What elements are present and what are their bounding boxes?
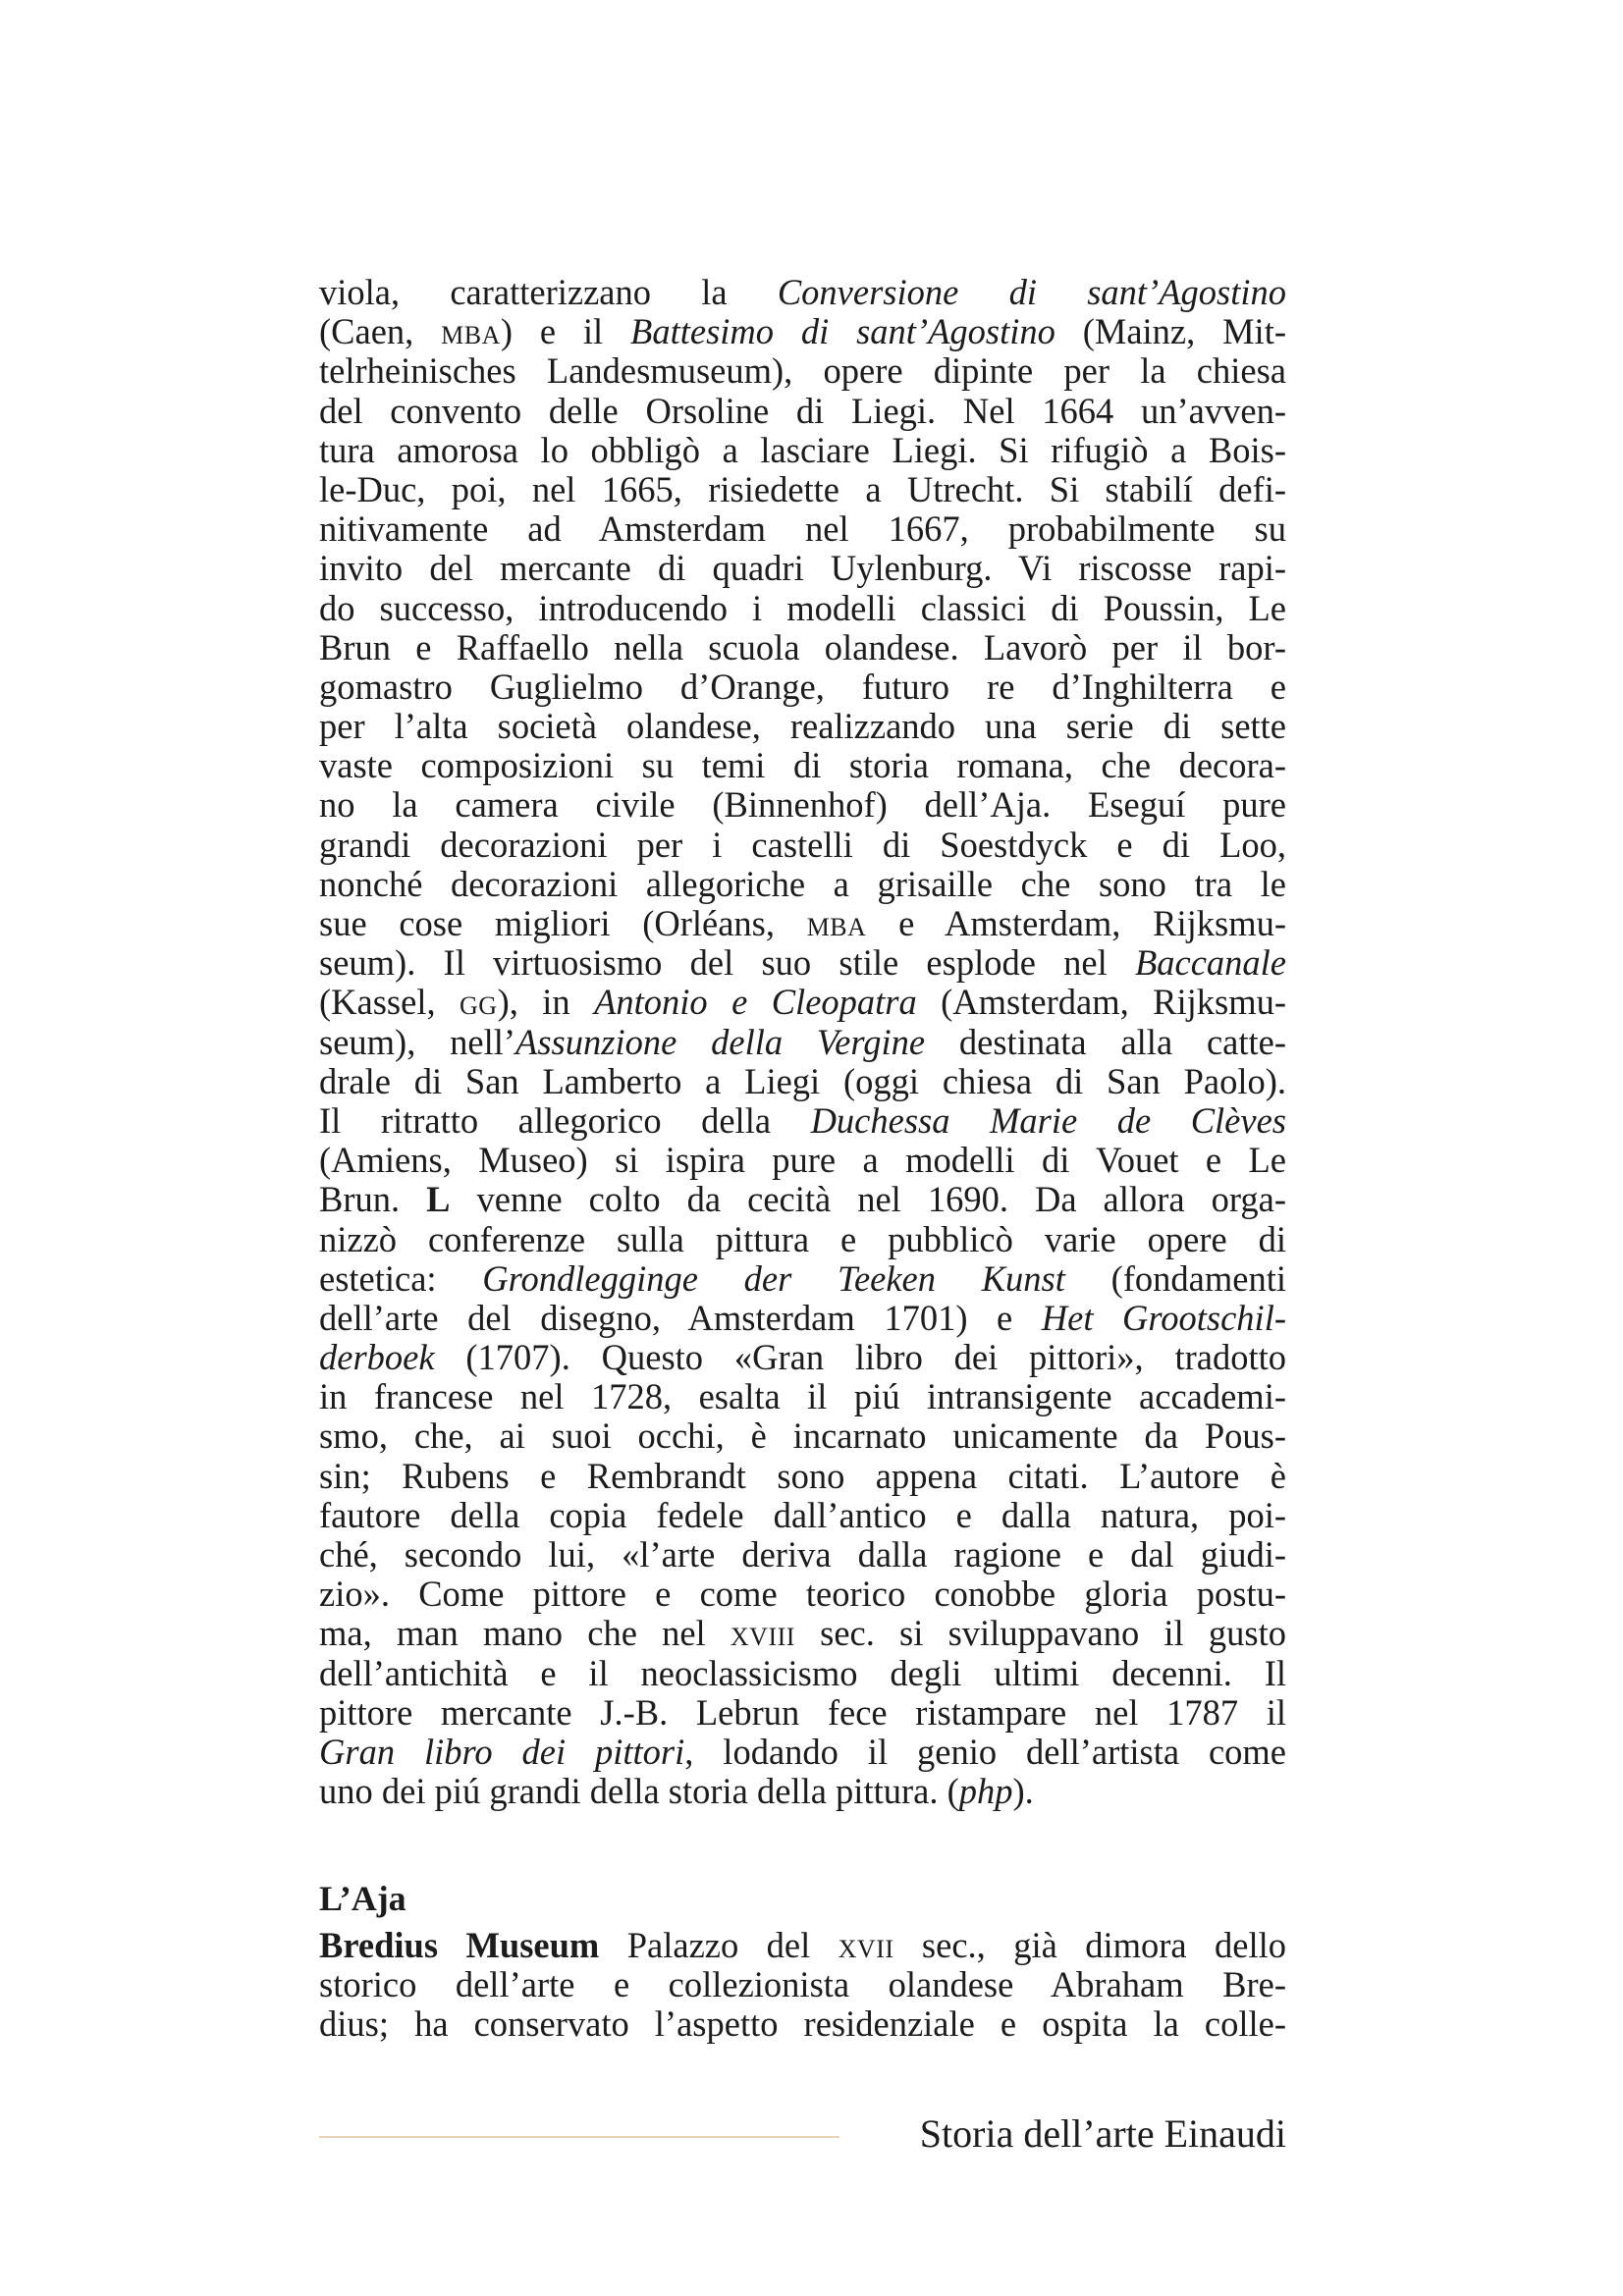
- text-run: , lodando il genio dell’artista come: [684, 1732, 1286, 1772]
- text-run: storico dell’arte e collezionista olandese Abraham Bre-: [319, 1965, 1286, 2005]
- text-run: e Amsterdam, Rijksmu-: [866, 904, 1286, 943]
- text-line: [319, 1101, 1286, 1141]
- text-line: [319, 904, 1286, 943]
- text-line: [319, 1965, 1286, 2004]
- text-run: tura amorosa lo obbligò a lasciare Liegi. Si rifugiò a Bois-: [319, 430, 1286, 470]
- text-run: Brun e Raffaello nella scuola olandese. Lavorò per il bor-: [319, 627, 1286, 667]
- text-line: [319, 549, 1286, 588]
- text-run: drale di San Lamberto a Liegi (oggi chiesa di San Paolo).: [319, 1061, 1286, 1101]
- italic-title: Battesimo di sant’Agostino: [630, 312, 1055, 352]
- text-run: uno dei piú grandi della storia della pittura. (: [319, 1772, 959, 1812]
- italic-title: Antonio e Cleopatra: [594, 983, 917, 1023]
- italic-title: Duchessa Marie de Clèves: [810, 1100, 1286, 1141]
- text-line: [319, 392, 1286, 431]
- small-caps-abbr: xviii: [730, 1614, 795, 1654]
- text-line: [319, 826, 1286, 865]
- text-run: sec., già dimora dello: [893, 1926, 1286, 1965]
- text-run: destinata alla catte-: [925, 1022, 1286, 1062]
- italic-title: Gran libro dei pittori: [319, 1732, 685, 1772]
- italic-title: Conversione di sant’Agostino: [777, 273, 1286, 312]
- italic-title: Het Grootschil-: [1041, 1298, 1286, 1338]
- footer-title: Storia dell’arte Einaudi: [919, 2111, 1286, 2156]
- small-caps-abbr: xvii: [838, 1926, 894, 1965]
- text-line: [319, 983, 1286, 1022]
- text-line: [319, 707, 1286, 746]
- text-run: dell’antichità e il neoclassicismo degli ultimi decenni. Il: [319, 1653, 1286, 1693]
- footer-rule: [319, 2136, 839, 2138]
- text-line: [319, 1614, 1286, 1653]
- text-line: [319, 1535, 1286, 1575]
- text-run: seum), nell’: [319, 1022, 516, 1062]
- text-run: Palazzo del: [599, 1926, 839, 1965]
- text-line: [319, 865, 1286, 904]
- text-line: [319, 1457, 1286, 1496]
- text-line: [319, 746, 1286, 785]
- text-line: [319, 785, 1286, 825]
- text-line: [319, 312, 1286, 351]
- text-run: telrheinisches Landesmuseum), opere dipinte per la chiesa: [319, 351, 1286, 392]
- text-line: [319, 2004, 1286, 2044]
- text-line: [319, 589, 1286, 628]
- text-line: [319, 628, 1286, 667]
- italic-title: Baccanale: [1134, 943, 1286, 984]
- text-line: [319, 1926, 1286, 1965]
- text-line: [319, 1141, 1286, 1180]
- text-run: sin; Rubens e Rembrandt sono appena citati. L’autore è: [319, 1456, 1286, 1496]
- text-run: ), in: [497, 983, 595, 1023]
- text-line: [319, 1023, 1286, 1062]
- italic-title: derboek: [319, 1338, 435, 1378]
- small-caps-abbr: gg: [460, 983, 498, 1023]
- text-line: [319, 1416, 1286, 1456]
- text-run: in francese nel 1728, esalta il piú intransigente accademi-: [319, 1377, 1286, 1417]
- text-run: del convento delle Orsoline di Liegi. Nel 1664 un’avven-: [319, 391, 1286, 431]
- text-run: (1707). Questo «Gran libro dei pittori», tradotto: [434, 1338, 1286, 1378]
- text-run: per l’alta società olandese, realizzando una serie di sette: [319, 707, 1286, 747]
- text-line: [319, 351, 1286, 391]
- text-run: le-Duc, poi, nel 1665, risiedette a Utrecht. Si stabilí defi-: [319, 469, 1286, 509]
- italic-title: Grondlegginge der Teeken Kunst: [482, 1258, 1065, 1299]
- small-caps-abbr: mba: [806, 904, 867, 943]
- bold-term: L: [426, 1180, 451, 1220]
- text-line: [319, 1062, 1286, 1101]
- text-run: nizzò conferenze sulla pittura e pubblicò varie opere di: [319, 1219, 1286, 1259]
- text-run: smo, che, ai suoi occhi, è incarnato unicamente da Pous-: [319, 1416, 1286, 1457]
- text-run: (Kassel,: [319, 983, 460, 1023]
- text-run: (Caen,: [319, 312, 442, 352]
- text-run: seum). Il virtuosismo del suo stile esplode nel: [319, 943, 1135, 984]
- text-line: [319, 1338, 1286, 1377]
- text-line: [319, 1693, 1286, 1733]
- text-run: dius; ha conservato l’aspetto residenziale e ospita la colle-: [319, 2004, 1286, 2045]
- text-run: fautore della copia fedele dall’antico e dalla natura, poi-: [319, 1495, 1286, 1535]
- text-line: [319, 273, 1286, 312]
- text-run: sec. si sviluppavano il gusto: [794, 1614, 1286, 1654]
- text-line: [319, 470, 1286, 509]
- text-line: [319, 431, 1286, 470]
- text-line: [319, 943, 1286, 983]
- text-line: [319, 1575, 1286, 1614]
- italic-title: Assunzione della Vergine: [515, 1022, 926, 1062]
- text-run: grandi decorazioni per i castelli di Soestdyck e di Loo,: [319, 825, 1286, 865]
- text-run: (Amsterdam, Rijksmu-: [916, 983, 1286, 1023]
- text-run: venne colto da cecità nel 1690. Da allora orga-: [450, 1180, 1286, 1220]
- text-run: ) e il: [500, 312, 631, 352]
- body-text: [319, 273, 1286, 1811]
- text-line: [319, 1654, 1286, 1693]
- text-run: (Amiens, Museo) si ispira pure a modelli di Vouet e Le: [319, 1141, 1286, 1181]
- bold-term: Bredius Museum: [319, 1926, 600, 1965]
- text-run: nonché decorazioni allegoriche a grisaille che sono tra le: [319, 864, 1286, 904]
- text-run: nitivamente ad Amsterdam nel 1667, probabilmente su: [319, 509, 1286, 550]
- text-run: estetica:: [319, 1258, 483, 1299]
- text-line: [319, 1180, 1286, 1219]
- section-heading: L’Aja: [319, 1879, 406, 1918]
- text-line: [319, 1377, 1286, 1416]
- text-run: viola, caratterizzano la: [319, 273, 778, 312]
- section-text: [319, 1926, 1286, 2045]
- text-run: do successo, introducendo i modelli classici di Poussin, Le: [319, 588, 1286, 628]
- italic-title: php: [958, 1772, 1013, 1812]
- text-run: ).: [1012, 1772, 1034, 1812]
- text-line: [319, 667, 1286, 707]
- text-run: (Mainz, Mit-: [1055, 312, 1286, 352]
- text-line: [319, 509, 1286, 549]
- text-run: invito del mercante di quadri Uylenburg. Vi riscosse rapi-: [319, 549, 1286, 589]
- text-run: sue cose migliori (Orléans,: [319, 904, 807, 943]
- text-run: no la camera civile (Binnenhof) dell’Aja. Eseguí pure: [319, 785, 1286, 826]
- text-line: [319, 1772, 1286, 1811]
- text-run: zio». Come pittore e come teorico conobbe gloria postu-: [319, 1575, 1286, 1615]
- text-run: Il ritratto allegorico della: [319, 1100, 811, 1141]
- small-caps-abbr: mba: [441, 312, 501, 352]
- text-run: vaste composizioni su temi di storia romana, che decora-: [319, 746, 1286, 786]
- text-run: (fondamenti: [1064, 1258, 1286, 1299]
- text-line: [319, 1259, 1286, 1299]
- text-line: [319, 1299, 1286, 1338]
- text-run: ché, secondo lui, «l’arte deriva dalla ragione e dal giudi-: [319, 1535, 1286, 1575]
- text-run: dell’arte del disegno, Amsterdam 1701) e: [319, 1298, 1042, 1338]
- text-run: ma, man mano che nel: [319, 1614, 730, 1654]
- text-line: [319, 1220, 1286, 1259]
- text-run: Brun.: [319, 1180, 427, 1220]
- text-line: [319, 1496, 1286, 1535]
- text-line: [319, 1733, 1286, 1772]
- text-run: gomastro Guglielmo d’Orange, futuro re d’Inghilterra e: [319, 667, 1286, 707]
- text-run: pittore mercante J.-B. Lebrun fece ristampare nel 1787 il: [319, 1692, 1286, 1733]
